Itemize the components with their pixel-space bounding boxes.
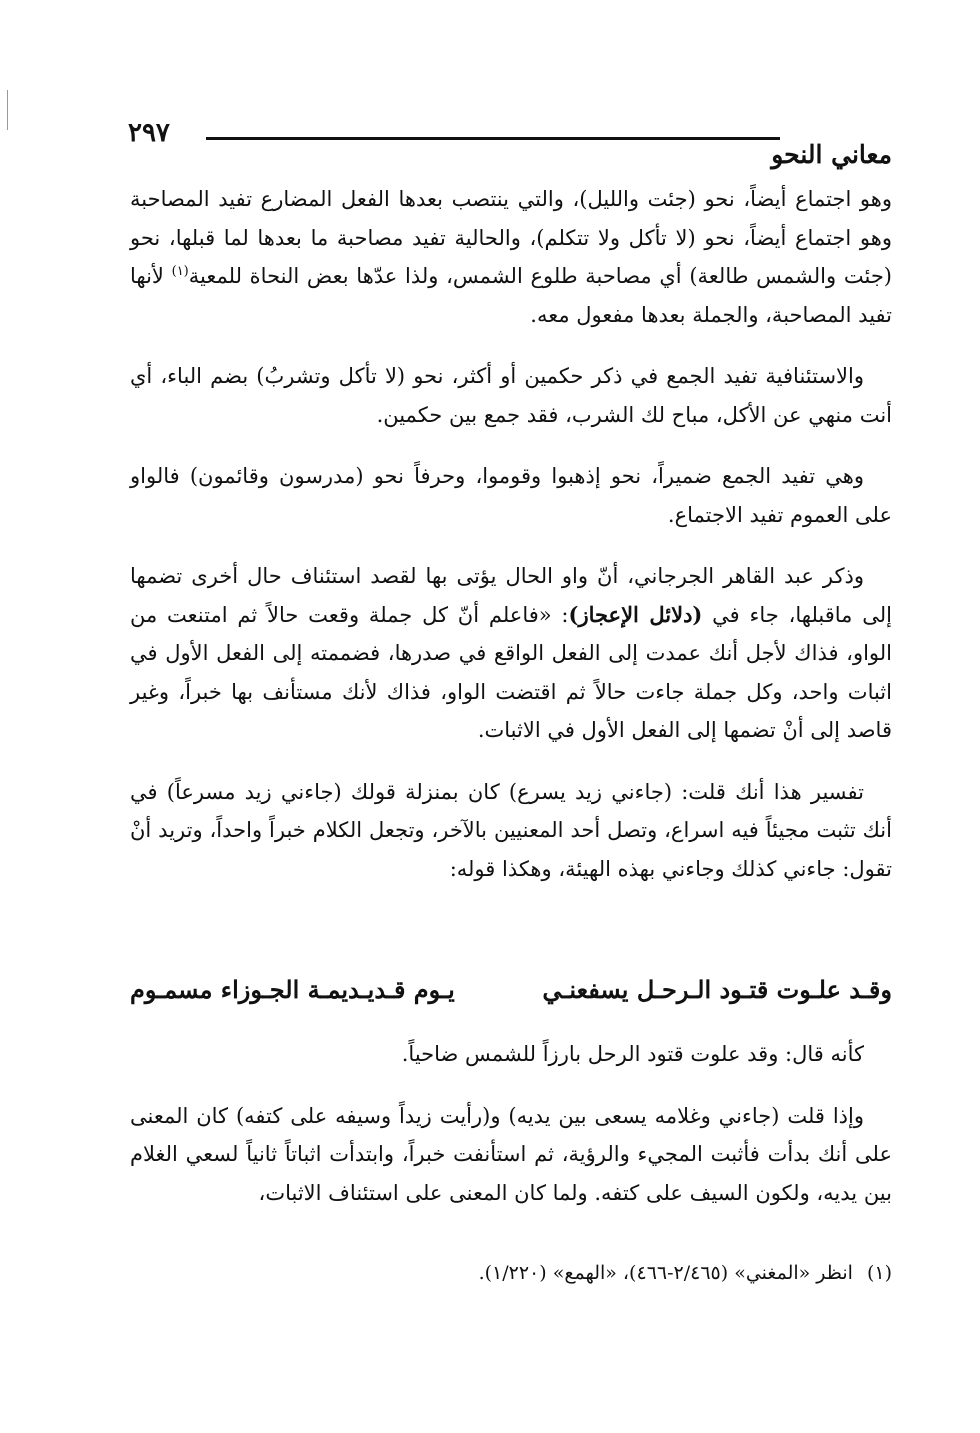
footnote-marker: (١)	[866, 1262, 892, 1284]
page-number: ٢٩٧	[128, 118, 170, 148]
footnote	[130, 1262, 892, 1284]
header-rule	[206, 137, 780, 140]
book-title: (دلائل الإعجاز)	[568, 601, 703, 627]
body-text-upper	[130, 180, 892, 911]
paragraph-7: وإذا قلت (جاءني وغلامه يسعى بين يديه) و(رأيت زيداً وسيفه على كتفه) كان المعنى على أنك بدأت فأثبت المجيء والرؤية، ثم استأنفت خبراً، وابتدأت اثباتاً ثانياً لسعي الغلام بين يديه، ولكون السيف على كتفه. ولما كان المعنى على استئناف الاثبات،	[130, 1103, 892, 1205]
poetry-verse	[130, 975, 892, 1015]
page-header	[128, 118, 892, 178]
paragraph-text: : «فاعلم أنّ كل جملة وقعت حالاً ثم امتنعت من الواو، فذاك لأجل أنك عمدت إلى الفعل الواقع في صدرها، فضممته إلى الفعل الأول في اثبات واحد، وكل جملة جاءت حالاً ثم اقتضت الواو، فذاك لأنك مستأنف بها خبراً، وغير قاصد إلى أنْ تضمها إلى الفعل الأول في الاثبات.	[130, 602, 892, 742]
paragraph-2: والاستئنافية تفيد الجمع في ذكر حكمين أو أكثر، نحو (لا تأكل وتشربُ) بضم الباء، أي أنت منهي عن الأكل، مباح لك الشرب، فقد جمع بين حكمين.	[130, 364, 892, 427]
paragraph-text: لأنها تفيد المصاحبة، والجملة بعدها مفعول معه.	[130, 264, 892, 327]
paragraph-1	[130, 180, 892, 334]
paragraph-text: وذكر عبد القاهر الجرجاني، أنّ واو الحال يؤتى بها لقصد استئناف حال أخرى تضمها إلى ماقبلها، جاء في	[130, 564, 892, 627]
verse-first-hemistich: وقـد علـوت قتـود الـرحـل يسفعنـي	[542, 975, 892, 1004]
paragraph-text: وهو اجتماع أيضاً، نحو (جئت والليل)، والتي ينتصب بعدها الفعل المضارع تفيد المصاحبة وهو اجتماع أيضاً، نحو (لا تأكل ولا تتكلم)، والحالية تفيد مصاحبة ما بعدها لما قبلها، نحو (جئت والشمس طالعة) أي مصاحبة طلوع الشمس، ولذا عدّها بعض النحاة للمعية	[130, 187, 892, 288]
paragraph-4	[130, 557, 892, 750]
body-text-lower	[130, 1035, 892, 1235]
running-title: معاني النحو	[771, 140, 892, 169]
paragraph-6: كأنه قال: وقد علوت قتود الرحل بارزاً للشمس ضاحياً.	[401, 1042, 864, 1066]
scan-edge-line	[7, 90, 8, 130]
paragraph-3: وهي تفيد الجمع ضميراً، نحو إذهبوا وقوموا، وحرفاً نحو (مدرسون وقائمون) فالواو على العموم تفيد الاجتماع.	[130, 464, 892, 527]
footnote-text: انظر «المغني» (٢/٤٦٥-٤٦٦)، «الهمع» (١/٢٢٠).	[478, 1262, 853, 1284]
verse-second-hemistich: يـوم قـديـديمـة الجـوزاء مسمـوم	[130, 975, 455, 1004]
paragraph-5: تفسير هذا أنك قلت: (جاءني زيد يسرع) كان بمنزلة قولك (جاءني زيد مسرعاً) في أنك تثبت مجيئاً فيه اسراع، وتصل أحد المعنيين بالآخر، وتجعل الكلام خبراً واحداً، وتريد أنْ تقول: جاءني كذلك وجاءني بهذه الهيئة، وهكذا قوله:	[130, 779, 892, 881]
footnote-reference: (١)	[171, 264, 189, 279]
